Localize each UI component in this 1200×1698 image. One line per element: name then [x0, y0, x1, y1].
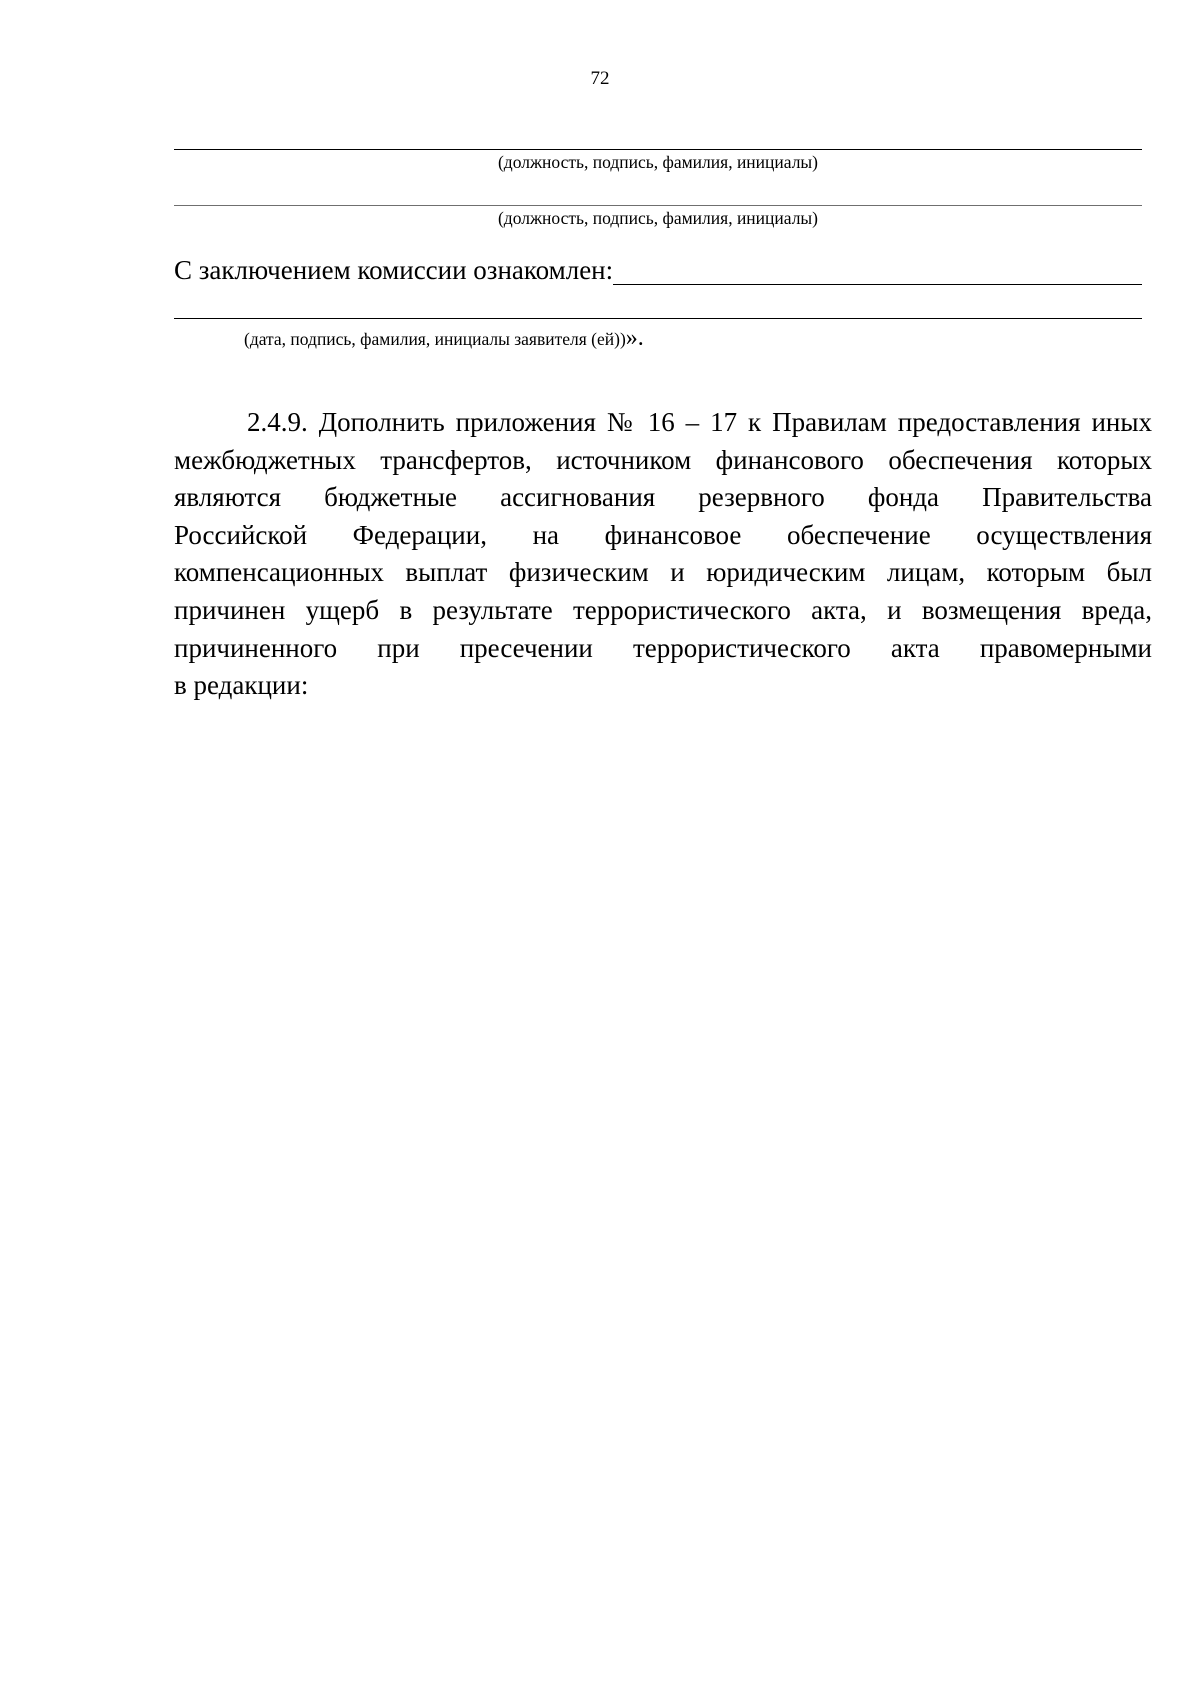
paragraph-line: причинен ущерб в результате террористического акта, и возмещения вреда,: [174, 594, 1152, 625]
acknowledgement-caption: [244, 325, 644, 352]
paragraph-line: в редакции:: [174, 670, 309, 701]
acknowledgement-label: С заключением комиссии ознакомлен:: [174, 255, 614, 285]
body-paragraph: [174, 404, 1152, 705]
closing-quote: ».: [625, 325, 644, 351]
page-number: 72: [590, 68, 610, 89]
signature-caption-1: (должность, подпись, фамилия, инициалы): [497, 152, 819, 172]
paragraph-line: 2.4.9. Дополнить приложения № 16 – 17 к Правилам предоставления иных: [247, 407, 1152, 437]
paragraph-line: причиненного при пресечении террористического акта правомерными: [174, 632, 1152, 663]
signature-line-2: [174, 205, 1142, 206]
acknowledgement-fill-line: [613, 283, 1142, 285]
paragraph-line: межбюджетных трансфертов, источником финансового обеспечения которых: [174, 444, 1152, 475]
paragraph-line: являются бюджетные ассигнования резервного фонда Правительства: [174, 482, 1152, 513]
paragraph-line: компенсационных выплат физическим и юридическим лицам, которым был: [174, 557, 1152, 588]
acknowledgement-caption-text: (дата, подпись, фамилия, инициалы заявителя (ей)): [244, 329, 626, 349]
signature-line-1: [174, 149, 1142, 150]
signature-caption-2: (должность, подпись, фамилия, инициалы): [497, 208, 819, 228]
acknowledgement-line: [174, 318, 1142, 319]
paragraph-line: Российской Федерации, на финансовое обеспечение осуществления: [174, 519, 1152, 550]
acknowledgement-row: [174, 251, 1142, 291]
